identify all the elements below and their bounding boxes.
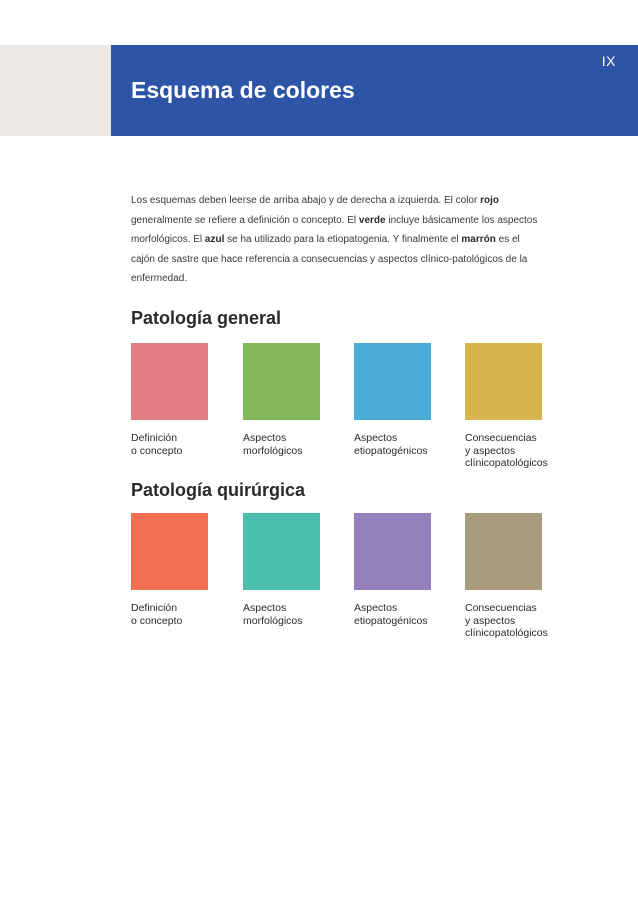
intro-text-4: se ha utilizado para la etiopatogenia. Y finalmente el xyxy=(224,234,462,245)
color-swatch xyxy=(243,343,320,420)
swatch-item xyxy=(354,513,464,627)
swatch-item xyxy=(131,513,241,627)
side-accent-block xyxy=(0,45,111,136)
intro-text-5: es el cajón de sastre que hace referencia a consecuencias y aspectos clínico-patológicos de la enfermedad. xyxy=(131,234,528,284)
swatch-row-patologia-quirurgica xyxy=(131,513,561,653)
color-swatch xyxy=(131,343,208,420)
intro-bold-azul: azul xyxy=(204,234,225,245)
swatch-label: Aspectos morfológicos xyxy=(243,432,303,457)
intro-text-3: incluye básicamente los aspectos morfológicos. El xyxy=(131,214,538,245)
swatch-item xyxy=(243,343,353,457)
swatch-item xyxy=(354,343,464,457)
page-number: IX xyxy=(601,53,616,69)
swatch-item xyxy=(465,513,575,640)
intro-bold-rojo: rojo xyxy=(480,195,499,206)
swatch-label: Aspectos etiopatogénicos xyxy=(354,602,428,627)
color-swatch xyxy=(465,343,542,420)
intro-text-1: Los esquemas deben leerse de arriba abajo y de derecha a izquierda. El color xyxy=(131,195,481,206)
color-swatch xyxy=(465,513,542,590)
color-swatch xyxy=(243,513,320,590)
swatch-label: Consecuencias y aspectos clínicopatológicos xyxy=(465,432,548,469)
section-title-patologia-quirurgica: Patología quirúrgica xyxy=(131,480,306,500)
swatch-label: Definición o concepto xyxy=(131,602,183,627)
intro-bold-verde: verde xyxy=(358,214,386,226)
intro-paragraph xyxy=(131,191,543,289)
swatch-label: Aspectos etiopatogénicos xyxy=(354,432,428,457)
header-band xyxy=(111,45,638,136)
swatch-label: Consecuencias y aspectos clínicopatológicos xyxy=(465,602,548,639)
swatch-item xyxy=(131,343,241,457)
swatch-row-patologia-general xyxy=(131,343,561,483)
section-title-patologia-general: Patología general xyxy=(131,308,282,328)
swatch-label: Aspectos morfológicos xyxy=(243,602,303,627)
swatch-item xyxy=(243,513,353,627)
color-swatch xyxy=(354,513,431,590)
swatch-item xyxy=(465,343,575,470)
color-swatch xyxy=(354,343,431,420)
swatch-label: Definición o concepto xyxy=(131,432,183,457)
intro-bold-marron: marrón xyxy=(461,234,496,245)
color-swatch xyxy=(131,513,208,590)
intro-text-2: generalmente se refiere a definición o concepto. El xyxy=(131,214,359,226)
page-title: Esquema de colores xyxy=(131,77,355,103)
